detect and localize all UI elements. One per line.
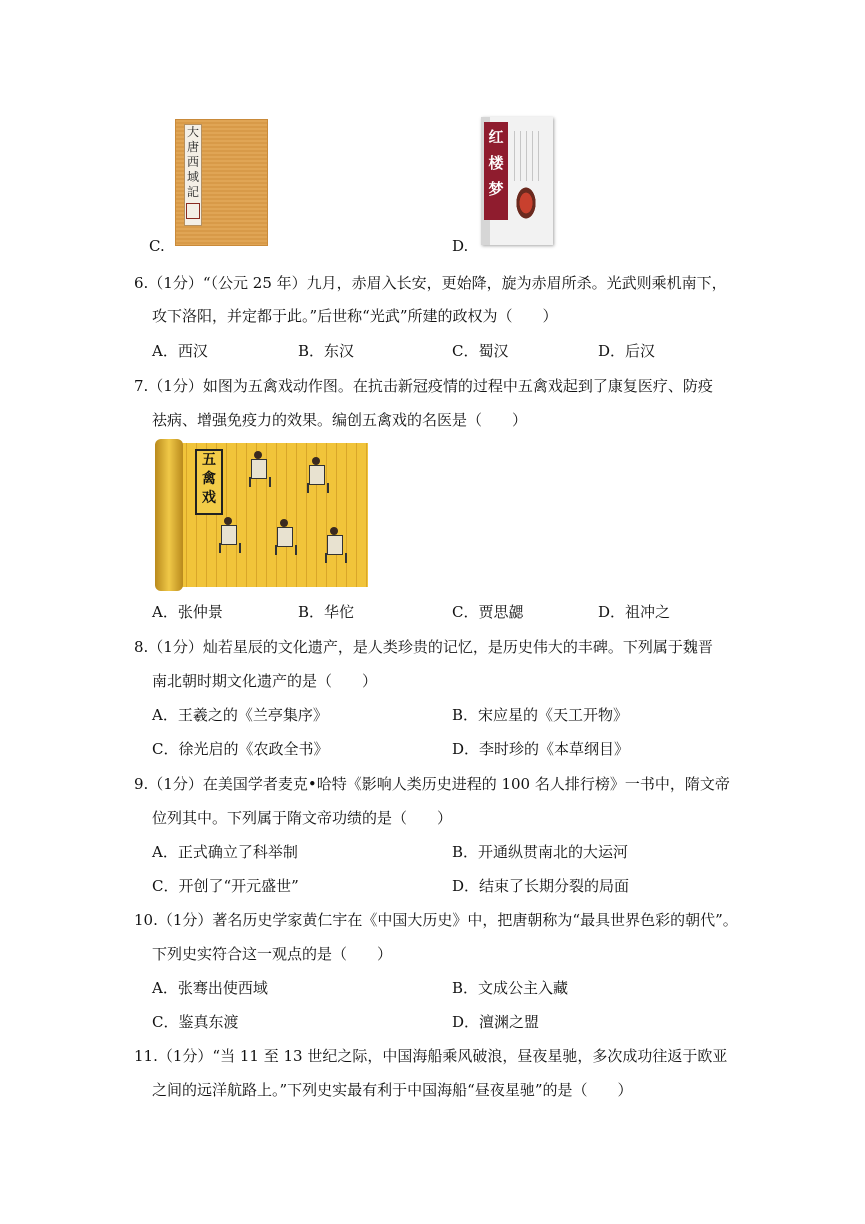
title-char: 唐 — [186, 140, 199, 154]
q10-option-d: D．澶渊之盟 — [452, 1013, 540, 1031]
q7-option-a: A．张仲景 — [152, 603, 223, 621]
wuqinxi-scroll-image — [155, 439, 368, 591]
title-char: 記 — [186, 185, 199, 199]
question-8-line-1: 8.（1分）灿若星辰的文化遗产，是人类珍贵的记忆，是历史伟大的丰碑。下列属于魏晋 — [134, 638, 713, 656]
question-9-line-1: 9.（1分）在美国学者麦克•哈特《影响人类历史进程的 100 名人排行榜》一书中，隋文帝 — [134, 775, 730, 793]
seal-stamp — [186, 203, 200, 219]
scroll-roller — [155, 439, 183, 591]
title-char: 红 — [488, 128, 504, 146]
q9-option-b: B．开通纵贯南北的大运河 — [452, 843, 629, 861]
title-char: 楼 — [488, 154, 504, 172]
q9-option-c: C．开创了“开元盛世” — [152, 877, 299, 895]
q7-option-c: C．贾思勰 — [452, 603, 524, 621]
q8-option-a: A．王羲之的《兰亭集序》 — [152, 706, 328, 724]
q7-option-b: B．华佗 — [298, 603, 355, 621]
exercise-figure — [323, 527, 345, 563]
exercise-figure — [217, 517, 239, 553]
book-image-hongloumeng — [481, 117, 553, 245]
q6-option-d: D．后汉 — [598, 342, 656, 360]
q10-option-a: A．张骞出使西域 — [152, 979, 268, 997]
title-char: 戏 — [202, 490, 216, 506]
q8-option-c: C．徐光启的《农政全书》 — [152, 740, 329, 758]
question-6-line-1: 6.（1分）“（公元 25 年）九月，赤眉入长安，更始降，旋为赤眉所杀。光武则乘机南下， — [134, 274, 727, 292]
title-char: 梦 — [488, 180, 504, 198]
q8-option-d: D．李时珍的《本草纲目》 — [452, 740, 630, 758]
scroll-title-box — [195, 449, 223, 515]
q10-option-b: B．文成公主入藏 — [452, 979, 569, 997]
question-11-line-1: 11.（1分）“当 11 至 13 世纪之际，中国海船乘风破浪，昼夜星驰，多次成功往返于欧亚 — [134, 1047, 728, 1065]
title-char: 西 — [186, 155, 199, 169]
q9-option-d: D．结束了长期分裂的局面 — [452, 877, 630, 895]
exercise-figure — [247, 451, 269, 487]
title-char: 大 — [186, 125, 199, 139]
cover-text-lines — [514, 131, 542, 181]
q9-option-a: A．正式确立了科举制 — [152, 843, 298, 861]
cover-illustration — [511, 187, 541, 227]
title-char: 五 — [202, 452, 216, 468]
exercise-figure — [273, 519, 295, 555]
question-10-line-1: 10.（1分）著名历史学家黄仁宇在《中国大历史》中，把唐朝称为“最具世界色彩的朝代”。 — [134, 911, 738, 929]
title-char: 禽 — [202, 471, 216, 487]
q6-option-b: B．东汉 — [298, 342, 355, 360]
question-8-line-2: 南北朝时期文化遗产的是（ ） — [152, 672, 378, 690]
q7-option-d: D．祖冲之 — [598, 603, 671, 621]
option-label-d: D. — [452, 237, 469, 255]
q10-option-c: C．鉴真东渡 — [152, 1013, 239, 1031]
q6-option-c: C．蜀汉 — [452, 342, 509, 360]
option-label-c: C. — [149, 237, 165, 255]
question-10-line-2: 下列史实符合这一观点的是（ ） — [152, 945, 393, 963]
question-7-line-1: 7.（1分）如图为五禽戏动作图。在抗击新冠疫情的过程中五禽戏起到了康复医疗、防疫 — [134, 377, 713, 395]
q6-option-a: A．西汉 — [152, 342, 208, 360]
question-7-line-2: 祛病、增强免疫力的效果。编创五禽戏的名医是（ ） — [152, 411, 528, 429]
book-image-datang-xiyuji — [175, 119, 268, 246]
question-9-line-2: 位列其中。下列属于隋文帝功绩的是（ ） — [152, 809, 453, 827]
question-6-line-2: 攻下洛阳，并定都于此。”后世称“光武”所建的政权为（ ） — [152, 307, 558, 325]
q8-option-b: B．宋应星的《天工开物》 — [452, 706, 629, 724]
book-title-band — [484, 122, 508, 220]
exercise-figure — [305, 457, 327, 493]
title-char: 域 — [186, 170, 199, 184]
question-11-line-2: 之间的远洋航路上。”下列史实最有利于中国海船“昼夜星驰”的是（ ） — [152, 1081, 633, 1099]
